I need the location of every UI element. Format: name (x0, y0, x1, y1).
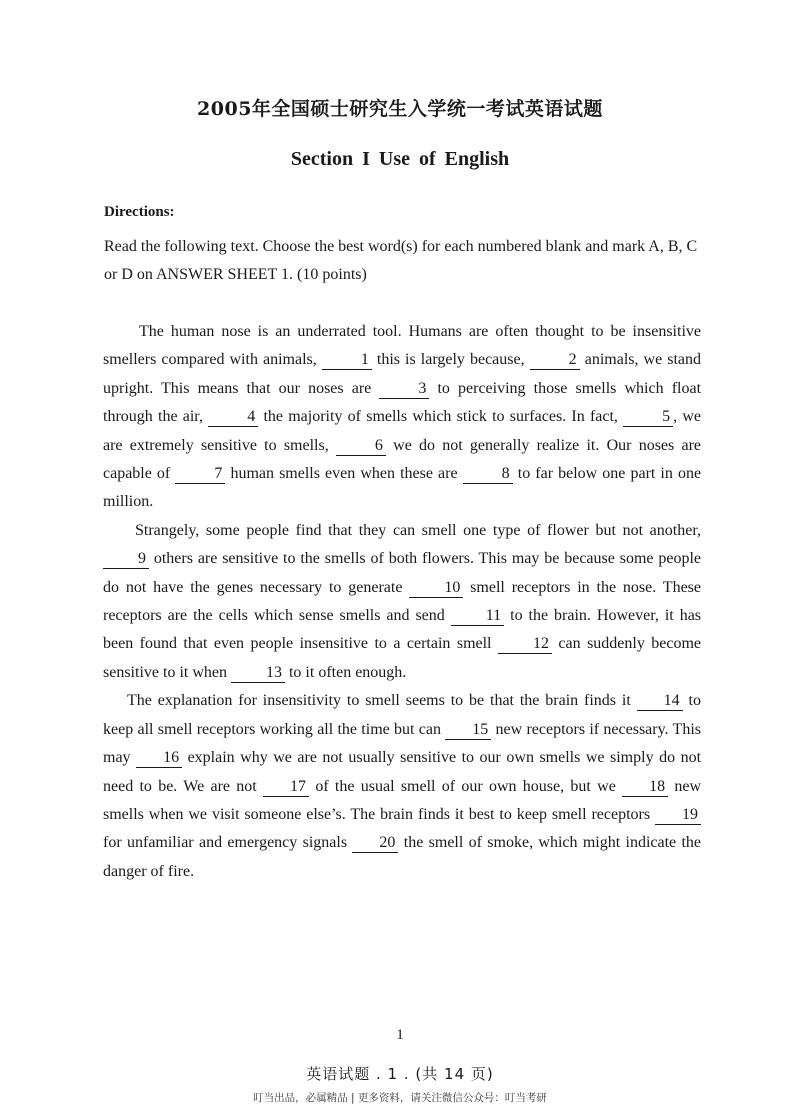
blank-10: 10 (409, 579, 463, 598)
passage-text: others are sensitive to the smells of both flowers. This may be because some people do not have the genes necessary to generate (103, 550, 702, 596)
blank-1: 1 (322, 351, 372, 370)
footer-note: 叮当出品，必属精品 | 更多资料，请关注微信公众号：叮当考研 (253, 1092, 547, 1104)
blank-7: 7 (175, 465, 225, 484)
blank-18: 18 (622, 778, 668, 797)
passage-text: The explanation for insensitivity to smell seems to be that the brain finds it (127, 692, 631, 710)
passage-text: Strangely, some people find that they can smell one type of flower but not another, (135, 521, 701, 539)
passage-text: to the brain. However, it has been found that even people insensitive to a certain smell (103, 607, 702, 653)
blank-11: 11 (451, 607, 504, 626)
reading-passage (103, 318, 701, 886)
blank-19: 19 (655, 806, 701, 825)
blank-8: 8 (463, 465, 513, 484)
directions-text: Read the following text. Choose the best word(s) for each numbered blank and mark A, B, C or D on ANSWER SHEET 1. (10 points) (104, 238, 698, 283)
passage-text: animals, we stand upright. This means that our noses are (103, 351, 702, 397)
blank-13: 13 (231, 664, 285, 683)
passage-text: of the usual smell of our own house, but we (315, 777, 616, 795)
blank-4: 4 (208, 408, 258, 427)
passage-text: explain why we are not usually sensitive to our own smells we simply do not need to be. We are not (103, 749, 702, 795)
passage-paragraph-1 (103, 318, 701, 517)
blank-12: 12 (498, 635, 552, 654)
passage-text: to it often enough. (288, 663, 407, 681)
blank-9: 9 (103, 550, 149, 569)
passage-text: smell receptors in the nose. These receptors are the cells which sense smells and send (103, 578, 701, 625)
passage-text: this is largely because, (376, 351, 525, 369)
blank-5: 5 (623, 408, 673, 427)
blank-17: 17 (263, 778, 309, 797)
blank-16: 16 (136, 749, 182, 768)
passage-text: the smell of smoke, which might indicate the danger of fire. (103, 834, 702, 880)
passage-text: new smells when we visit someone else’s. The brain finds it best to keep smell receptors (103, 777, 702, 823)
passage-text: can suddenly become sensitive to it when (103, 635, 702, 681)
directions-heading: Directions: (104, 204, 175, 220)
passage-text: to perceiving those smells which float through the air, (103, 379, 702, 426)
blank-15: 15 (445, 721, 491, 740)
section-title: Section I Use of English (290, 148, 510, 170)
passage-paragraph-3 (103, 687, 701, 886)
passage-text: we do not generally realize it. Our noses are capable of (103, 436, 701, 483)
blank-6: 6 (336, 437, 386, 456)
passage-text: human smells even when these are (230, 465, 458, 483)
blank-20: 20 (352, 834, 398, 853)
passage-text: to far below one part in one million. (103, 465, 702, 511)
passage-paragraph-2 (103, 517, 701, 687)
passage-text: The human nose is an underrated tool. Humans are often thought to be insensitive smellers compared with animals, (103, 323, 701, 369)
passage-text: for unfamiliar and emergency signals (103, 834, 348, 852)
blank-3: 3 (379, 380, 429, 399)
blank-2: 2 (530, 351, 580, 370)
blank-14: 14 (637, 692, 683, 711)
passage-text: to keep all smell receptors working all the time but can (103, 692, 701, 738)
passage-text: new receptors if necessary. This may (103, 720, 701, 767)
exam-title: 2005年全国硕士研究生入学统一考试英语试题 (197, 98, 603, 120)
passage-text: the majority of smells which stick to surfaces. In fact, (263, 408, 618, 426)
page-number: 1 (396, 1027, 404, 1043)
footer-page-label: 英语试题 . 1 . (共 14 页) (306, 1065, 494, 1083)
passage-text: , we are extremely sensitive to smells, (103, 408, 702, 454)
